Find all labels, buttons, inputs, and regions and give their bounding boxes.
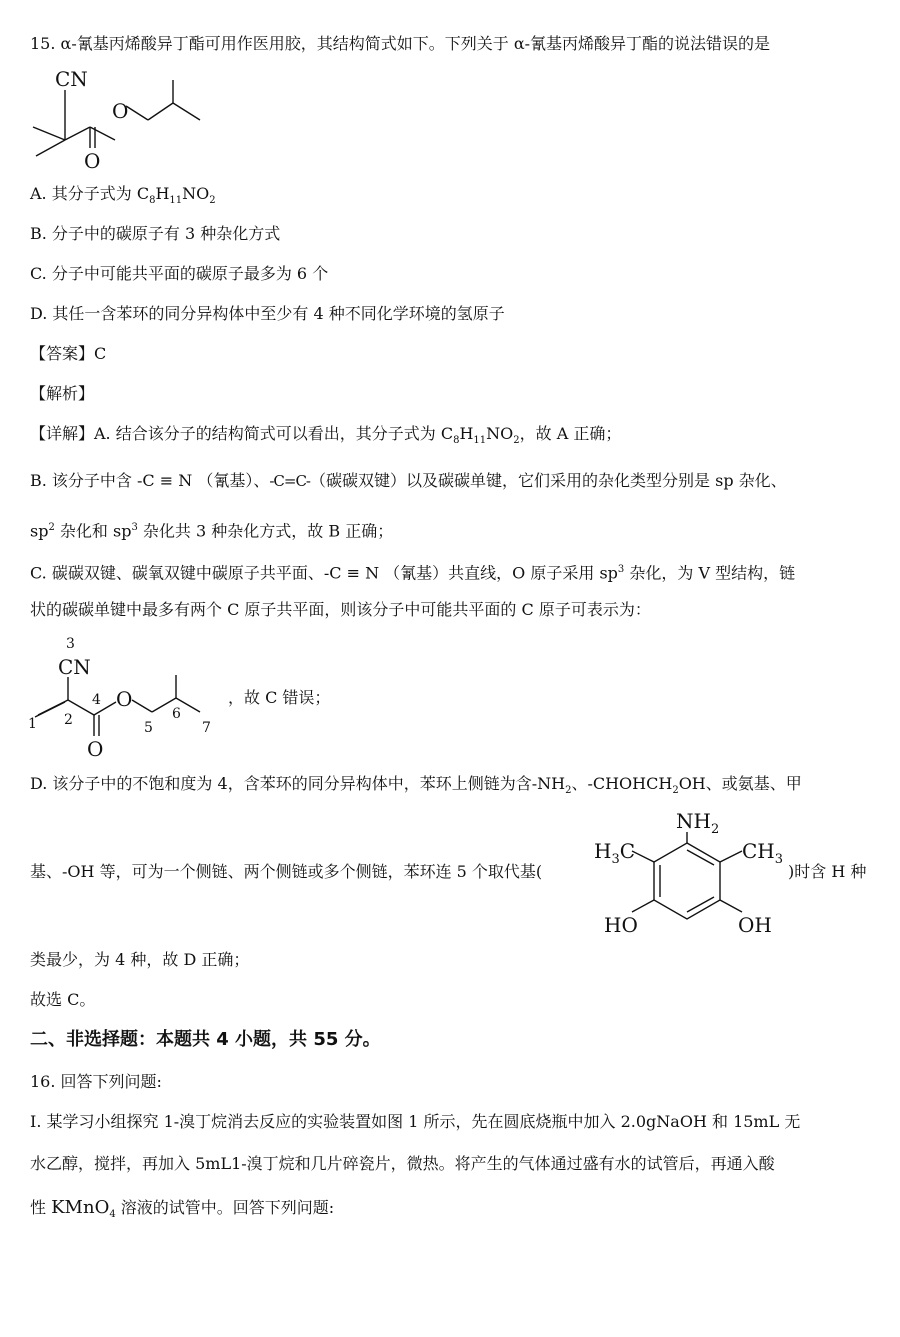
mol2-num-4: 4 [92, 692, 101, 708]
detail-a: 【详解】A. 结合该分子的结构简式可以看出，其分子式为 $C_8H_{11}NO_2$，故 A 正确； [30, 424, 622, 447]
structure-numbered [28, 632, 228, 762]
double-bond-notation: -C=C- [269, 472, 311, 490]
mol3-ho: HO [604, 913, 638, 937]
section-2-title: 二、非选择题：本题共 4 小题，共 55 分。 [30, 1029, 381, 1050]
mol2-num-7: 7 [202, 720, 211, 736]
q15-answer: 【答案】C [30, 344, 107, 363]
detail-c-line1: C. 碳碳双键、碳氧双键中碳原子共平面、-C ≡ N （氰基）共直线，O 原子采用 $sp^3$ 杂化，为 V 型结构，链 [30, 563, 796, 583]
mol3-oh: OH [738, 913, 772, 937]
detail-b-line1: B. 该分子中含 -C ≡ N （氰基）、-C=C-（碳碳双键）以及碳碳单键，它们采用的杂化类型分别是 sp 杂化、 [30, 471, 787, 490]
detail-d-line1: D. 该分子中的不饱和度为 4，含苯环的同分异构体中，苯环上侧链为含$-NH_2$、$-CHOHCH_2OH$、或氨基、甲 [30, 774, 802, 797]
mol3-h3c: $H_3C$ [594, 839, 636, 867]
q15-option-b: B. 分子中的碳原子有 3 种杂化方式 [30, 224, 281, 243]
q16-paragraph-3: 性 KMnO$_4$ 溶液的试管中。回答下列问题: [30, 1197, 335, 1221]
q15-option-c: C. 分子中可能共平面的碳原子最多为 6 个 [30, 264, 329, 283]
mol1-o-ester: O [112, 99, 129, 123]
mol2-o-carbonyl: O [87, 737, 104, 761]
mol3-ch3: $CH_3$ [742, 839, 784, 867]
mol2-num-6: 6 [172, 706, 181, 722]
mol2-num-3: 3 [66, 636, 75, 652]
q16-paragraph-2: 水乙醇，搅拌，再加入 5mL1-溴丁烷和几片碎瓷片，微热。将产生的气体通过盛有水的试管后，再通入酸 [30, 1154, 775, 1173]
q15-stem: 15. α-氰基丙烯酸异丁酯可用作医用胶，其结构简式如下。下列关于 α-氰基丙烯酸异丁酯的说法错误的是 [30, 34, 771, 53]
q15-option-d: D. 其任一含苯环的同分异构体中至少有 4 种不同化学环境的氢原子 [30, 304, 505, 323]
q15-choose: 故选 C。 [30, 990, 96, 1009]
q16-stem: 16. 回答下列问题: [30, 1072, 162, 1091]
mol2-num-2: 2 [64, 712, 73, 728]
mol1-o-carbonyl: O [84, 149, 101, 173]
detail-d-line2-left: 基、-OH 等，可为一个侧链、两个侧链或多个侧链，苯环连 5 个取代基( [30, 862, 543, 881]
detail-d-line2-right: )时含 H 种 [788, 862, 867, 881]
detail-b-line2: $sp^2$ 杂化和 $sp^3$ 杂化共 3 种杂化方式，故 B 正确； [30, 521, 394, 541]
structure-alpha-cyanoacrylate [28, 60, 228, 175]
mol2-cn: CN [58, 655, 91, 679]
detail-c-conclusion: ，故 C 错误； [228, 688, 331, 707]
q15-analysis-label: 【解析】 [30, 384, 95, 403]
mol2-num-1: 1 [28, 716, 37, 732]
detail-d-line3: 类最少，为 4 种，故 D 正确； [30, 950, 250, 969]
mol1-cn: CN [55, 67, 88, 91]
structure-substituted-benzene [592, 806, 792, 938]
q15-option-a: A. 其分子式为 $C_8H_{11}NO_2$ [30, 184, 216, 207]
q16-paragraph-1: Ⅰ. 某学习小组探究 1-溴丁烷消去反应的实验装置如图 1 所示，先在圆底烧瓶中加入 2.0gNaOH 和 15mL 无 [30, 1112, 801, 1131]
mol2-num-5: 5 [144, 720, 153, 736]
detail-c-line2: 状的碳碳单键中最多有两个 C 原子共平面，则该分子中可能共平面的 C 原子可表示为： [30, 600, 651, 619]
mol3-nh2: $NH_2$ [676, 809, 720, 837]
mol2-o-ester: O [116, 687, 133, 711]
